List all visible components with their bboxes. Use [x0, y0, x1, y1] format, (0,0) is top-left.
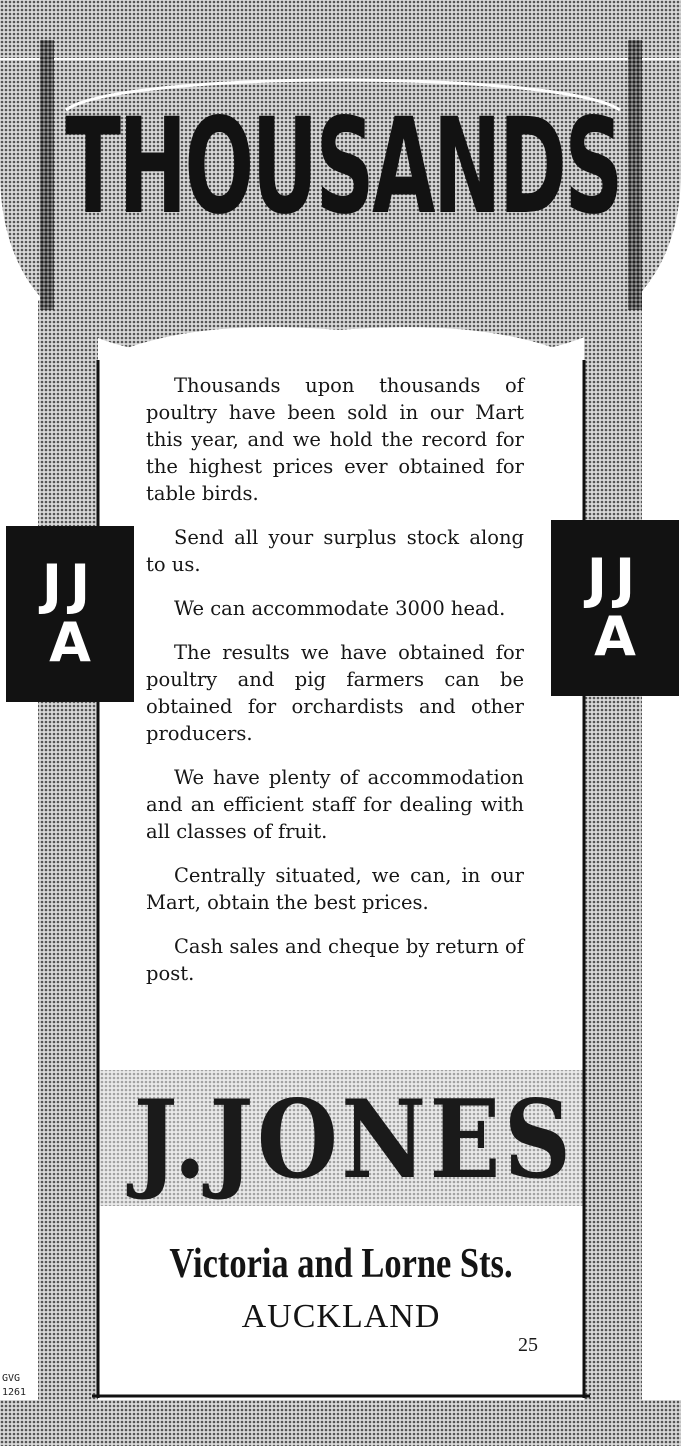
paragraph: Centrally situated, we can, in our Mart, obtain the best prices.	[146, 864, 524, 914]
archive-mark-line: 1261	[2, 1387, 27, 1398]
paragraph: Send all your surplus stock along to us.	[146, 526, 524, 576]
paragraph: We can accommodate 3000 head.	[174, 597, 506, 620]
street-address: Victoria and Lorne Sts.	[169, 1241, 513, 1287]
jja-badge-right	[551, 520, 679, 696]
jja-badge-left	[6, 526, 134, 702]
body-copy	[146, 372, 524, 1004]
paragraph: Cash sales and cheque by return of post.	[146, 935, 524, 985]
company-logo: J.JONES	[133, 1077, 575, 1203]
archive-mark	[2, 1372, 36, 1400]
badge-bottom: A	[49, 611, 91, 674]
badge-bottom: A	[594, 605, 636, 668]
badge-top: JJ	[586, 547, 644, 610]
paragraph: We have plenty of accommodation and an efficient staff for dealing with all classes of fruit.	[146, 766, 524, 843]
paragraph: The results we have obtained for poultry and pig farmers can be obtained for orchardists and other producers.	[146, 641, 524, 745]
archive-mark-line: GVG	[2, 1373, 21, 1384]
paragraph: Thousands upon thousands of poultry have been sold in our Mart this year, and we hold the record for the highest prices ever obtained for table birds.	[146, 374, 524, 505]
city: AUCKLAND	[241, 1298, 441, 1335]
page-number: 25	[518, 1334, 538, 1356]
headline: THOUSANDS	[65, 90, 621, 244]
badge-top: JJ	[41, 553, 99, 616]
